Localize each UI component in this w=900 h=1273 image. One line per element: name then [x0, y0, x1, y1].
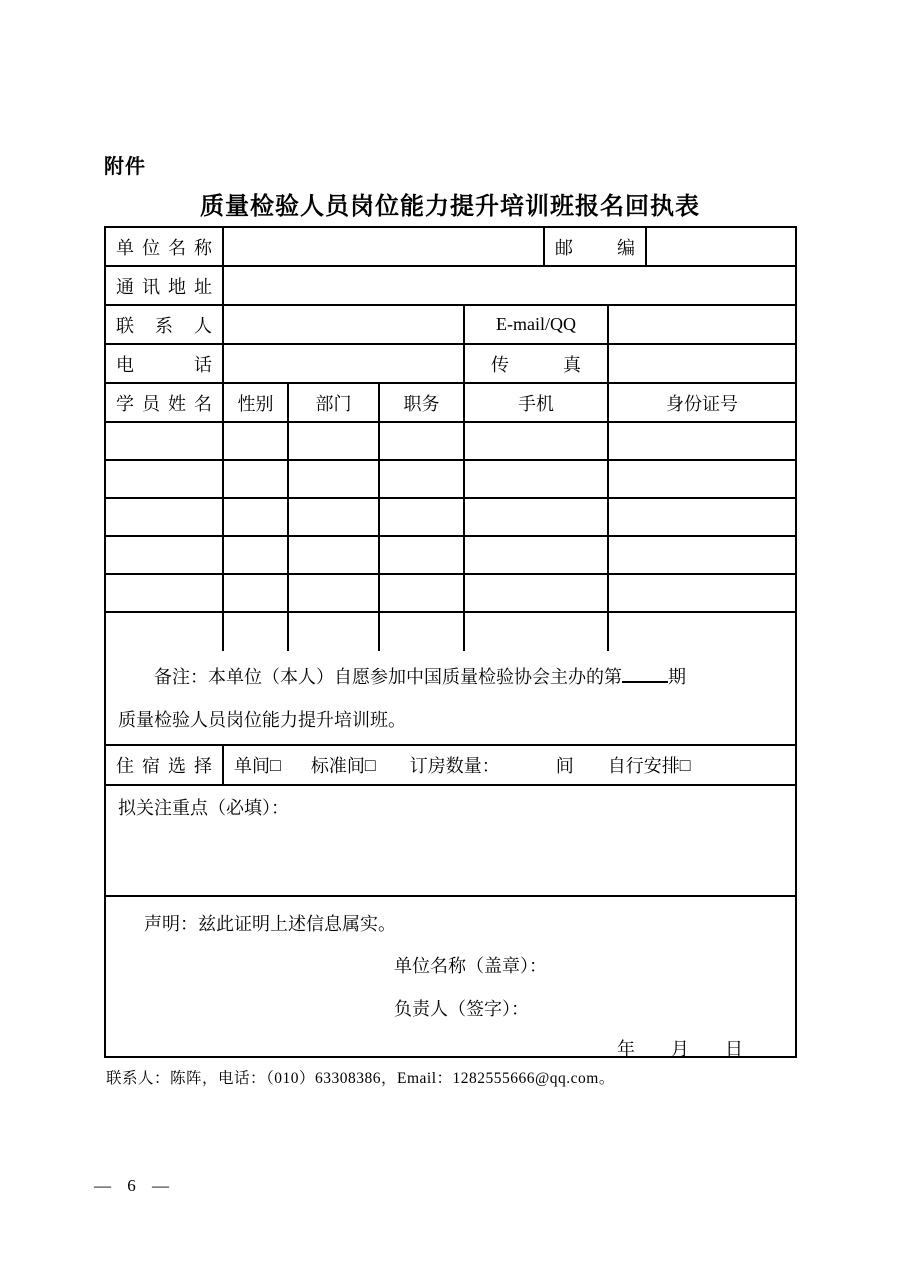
contact-label-cell — [106, 306, 224, 343]
postal-code-input-cell — [647, 228, 795, 265]
declaration-cell — [106, 897, 795, 1056]
room-unit-label: 间 — [555, 756, 574, 776]
student-cell-empty — [106, 613, 224, 651]
focus-row — [106, 786, 795, 897]
accommodation-label: 住宿选择 — [116, 756, 212, 776]
student-cell-empty — [289, 613, 380, 651]
student-cell-empty — [465, 575, 609, 611]
contact-person-label: 联系人 — [116, 315, 212, 336]
attachment-label: 附件 — [104, 156, 146, 178]
row-unit-name — [106, 228, 795, 267]
note-line1-suffix: 期 — [668, 667, 686, 687]
postal-code-label: 邮编 — [555, 237, 635, 258]
accommodation-label-cell — [106, 746, 224, 784]
student-cell-empty — [224, 461, 289, 497]
student-row — [106, 499, 795, 537]
student-cell-empty — [380, 461, 465, 497]
student-cell-empty — [224, 499, 289, 535]
row-phone — [106, 345, 795, 384]
session-number-blank — [622, 665, 668, 683]
note-line1-prefix: 备注：本单位（本人）自愿参加中国质量检验协会主办的第 — [154, 667, 622, 687]
page-number: — 6 — — [94, 1176, 175, 1195]
footer-contact: 联系人：陈阵，电话：（010）63308386，Email：1282555666@qq.com。 — [106, 1070, 615, 1087]
student-cell-empty — [289, 575, 380, 611]
student-name-header-cell — [106, 384, 224, 421]
student-cell-empty — [224, 537, 289, 573]
self-arrange-checkbox-icon: □ — [679, 754, 691, 775]
student-cell-empty — [465, 537, 609, 573]
student-cell-empty — [609, 461, 795, 497]
fax-label-cell — [465, 345, 609, 382]
student-cell-empty — [106, 461, 224, 497]
student-name-header: 学员姓名 — [116, 393, 212, 414]
single-room-label: 单间 — [234, 756, 270, 776]
self-arrange-label: 自行安排 — [607, 756, 680, 776]
email-qq-label-cell — [465, 306, 609, 343]
department-header-cell — [289, 384, 380, 421]
registration-form-table — [104, 226, 797, 1058]
declaration-row — [106, 897, 795, 1056]
phone-input-cell — [224, 345, 465, 382]
signature-label: 负责人（签字）： — [394, 999, 529, 1019]
student-cell-empty — [106, 423, 224, 459]
declaration-date-line — [106, 1036, 795, 1056]
unit-seal-label: 单位名称（盖章）： — [394, 956, 547, 976]
focus-cell — [106, 786, 795, 895]
student-cell-empty — [224, 575, 289, 611]
booking-quantity-label: 订房数量： — [409, 756, 500, 776]
student-row — [106, 613, 795, 651]
address-input-cell — [224, 267, 795, 304]
student-cell-empty — [380, 423, 465, 459]
student-cell-empty — [289, 423, 380, 459]
student-cell-empty — [609, 499, 795, 535]
student-row — [106, 423, 795, 461]
gender-header: 性别 — [237, 393, 274, 414]
unit-name-label-cell — [106, 228, 224, 265]
month-label: 月 — [671, 1039, 689, 1056]
mobile-header: 手机 — [518, 393, 554, 414]
student-cell-empty — [106, 499, 224, 535]
declaration-statement: 声明：兹此证明上述信息属实。 — [144, 914, 396, 934]
student-cell-empty — [380, 575, 465, 611]
student-row — [106, 537, 795, 575]
phone-label: 电话 — [116, 354, 212, 375]
page-title: 质量检验人员岗位能力提升培训班报名回执表 — [200, 193, 700, 220]
student-header-row — [106, 384, 795, 423]
student-cell-empty — [465, 499, 609, 535]
day-label: 日 — [725, 1039, 743, 1056]
note-cell — [106, 651, 795, 744]
student-cell-empty — [289, 499, 380, 535]
student-cell-empty — [106, 537, 224, 573]
department-header: 部门 — [315, 393, 352, 414]
student-row — [106, 575, 795, 613]
student-cell-empty — [380, 499, 465, 535]
student-cell-empty — [609, 423, 795, 459]
unit-name-label: 单位名称 — [116, 237, 212, 258]
row-contact — [106, 306, 795, 345]
email-qq-input-cell — [609, 306, 795, 343]
fax-input-cell — [609, 345, 795, 382]
position-header: 职务 — [403, 393, 440, 414]
note-line2: 质量检验人员岗位能力提升培训班。 — [118, 710, 406, 730]
standard-room-checkbox-icon: □ — [364, 754, 376, 775]
email-qq-label: E-mail/QQ — [496, 314, 576, 334]
gender-header-cell — [224, 384, 289, 421]
student-cell-empty — [609, 537, 795, 573]
student-cell-empty — [609, 613, 795, 651]
contact-input-cell — [224, 306, 465, 343]
phone-label-cell — [106, 345, 224, 382]
student-cell-empty — [106, 575, 224, 611]
focus-label: 拟关注重点（必填）： — [118, 798, 289, 818]
address-label: 通讯地址 — [116, 276, 212, 297]
accommodation-row — [106, 746, 795, 786]
accommodation-options-cell — [224, 746, 795, 784]
row-address — [106, 267, 795, 306]
position-header-cell — [380, 384, 465, 421]
student-cell-empty — [224, 423, 289, 459]
student-cell-empty — [380, 537, 465, 573]
student-row — [106, 461, 795, 499]
note-line1 — [118, 656, 783, 699]
year-label: 年 — [617, 1039, 635, 1056]
student-cell-empty — [224, 613, 289, 651]
address-label-cell — [106, 267, 224, 304]
student-cell-empty — [289, 461, 380, 497]
single-room-checkbox-icon: □ — [270, 754, 281, 775]
student-cell-empty — [465, 613, 609, 651]
standard-room-label: 标准间 — [310, 756, 365, 776]
student-cell-empty — [289, 537, 380, 573]
student-cell-empty — [609, 575, 795, 611]
mobile-header-cell — [465, 384, 609, 421]
unit-name-input-cell — [224, 228, 545, 265]
note-row — [106, 651, 795, 746]
fax-label: 传真 — [491, 354, 581, 375]
id-number-header-cell — [609, 384, 795, 421]
student-cell-empty — [380, 613, 465, 651]
id-number-header: 身份证号 — [666, 393, 738, 414]
student-cell-empty — [465, 423, 609, 459]
student-cell-empty — [465, 461, 609, 497]
postal-code-label-cell — [545, 228, 647, 265]
